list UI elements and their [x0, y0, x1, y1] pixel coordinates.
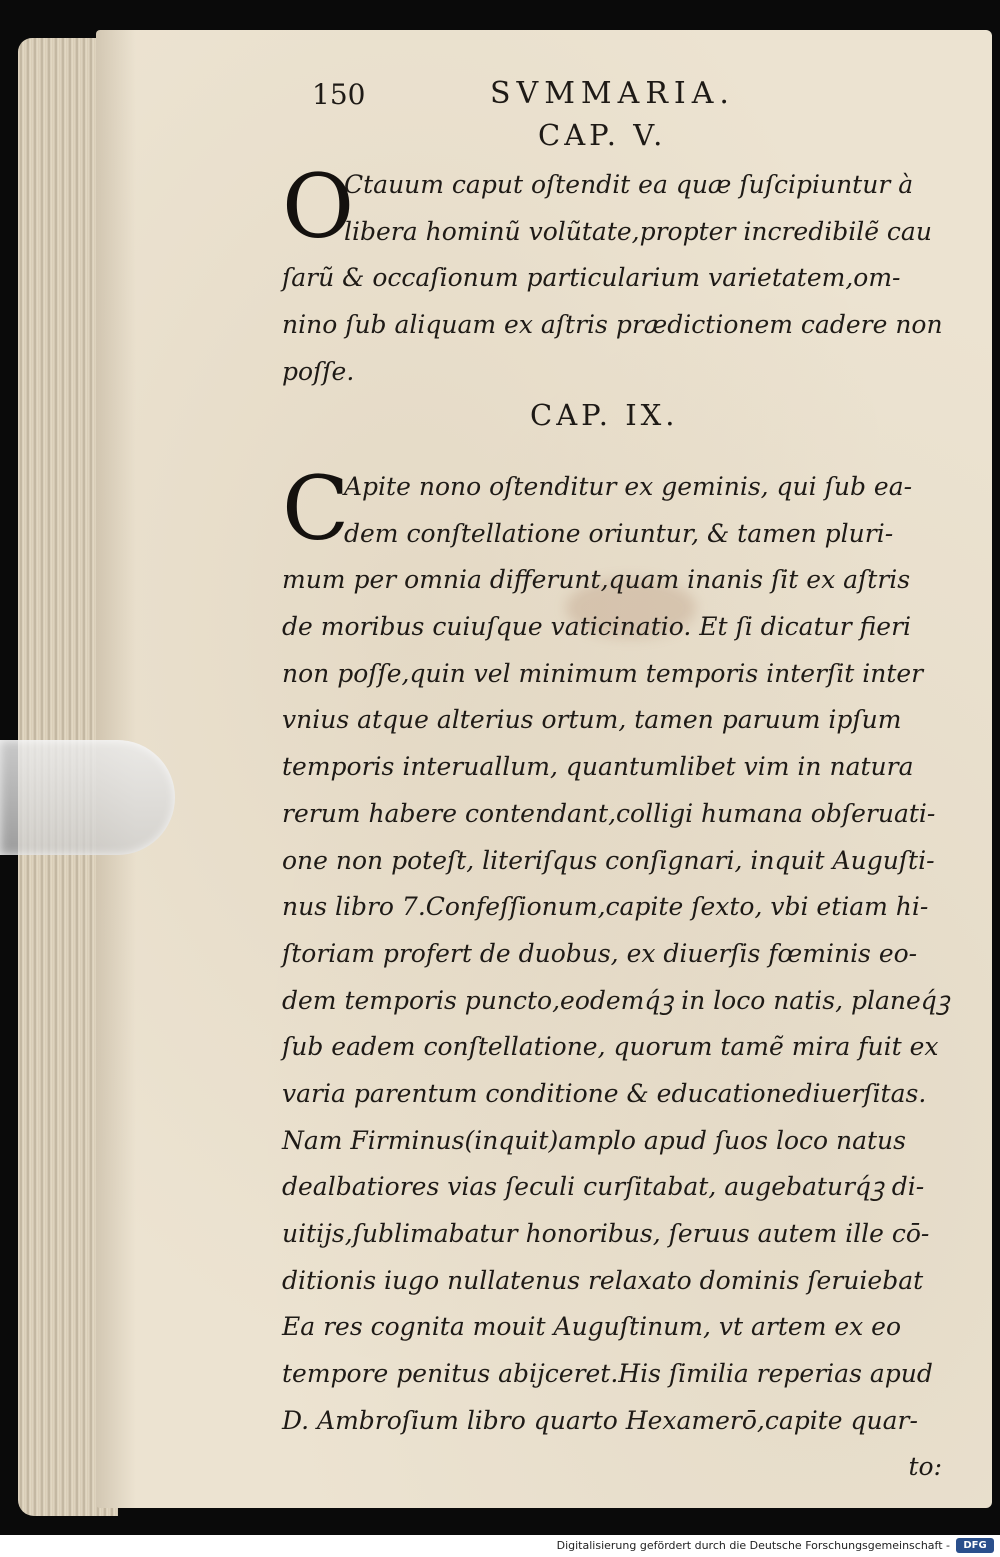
text-line: Nam Firminus(inquit)amplo apud ſuos loco natus — [282, 1125, 906, 1155]
dfg-logo-icon: DFG — [956, 1538, 994, 1553]
text-line: ſarũ & occaſionum particularium varietatem,om- — [282, 263, 901, 293]
text-line: nus libro 7.Confeſſionum,capite ſexto, vbi etiam hi- — [282, 892, 929, 922]
page-number: 150 — [312, 78, 366, 111]
text-line: uitijs,ſublimabatur honoribus, ſeruus autem ille cō- — [282, 1219, 930, 1248]
drop-cap-o: O — [282, 155, 355, 258]
text-line: poſſe. — [282, 356, 355, 386]
text-line: dem temporis puncto,eodemq́ꝫ in loco natis, planeq́ꝫ — [282, 985, 950, 1015]
text-line: rerum habere contendant,colligi humana obſeruati- — [282, 798, 936, 828]
text-line: ſub eadem conſtellatione, quorum tamẽ mira fuit ex — [282, 1032, 939, 1062]
page-clip-tab — [0, 740, 175, 855]
text-line: ditionis iugo nullatenus relaxato dominis ſeruiebat — [282, 1265, 924, 1295]
running-title: SVMMARIA. — [490, 76, 735, 111]
chapter-heading-ix: CAP. IX. — [530, 398, 679, 432]
text-line: D. Ambroſium libro quarto Hexamerō,capite quar- — [282, 1405, 918, 1435]
paragraph-cap-v — [282, 155, 962, 395]
footer-bar — [0, 1535, 1000, 1557]
text-line: non poſſe,quin vel minimum temporis interſit inter — [282, 658, 924, 688]
text-line: Ea res cognita mouit Auguſtinum, vt artem ex eo — [282, 1312, 902, 1342]
text-line: temporis interuallum, quantumlibet vim in natura — [282, 752, 914, 782]
text-line: tempore penitus abijceret.His ſimilia reperias apud — [282, 1359, 933, 1389]
text-line: vnius atque alterius ortum, tamen paruum ipſum — [282, 705, 902, 735]
chapter-heading-v: CAP. V. — [538, 118, 667, 152]
text-line: mum per omnia differunt,quam inanis ſit ex aſtris — [282, 565, 911, 595]
text-line: libera hominũ volũtate,propter incredibilẽ cau — [344, 216, 932, 246]
text-line: Ctauum caput oſtendit ea quæ ſuſcipiuntur à — [344, 170, 914, 199]
text-line: one non poteſt, literiſqus conſignari, inquit Auguſti- — [282, 845, 935, 875]
text-line: to: — [908, 1452, 942, 1482]
text-line: dealbatiores vias ſeculi curſitabat, augebaturq́ꝫ di- — [282, 1172, 925, 1202]
drop-cap-c: C — [282, 457, 350, 560]
text-line: de moribus cuiuſque vaticinatio. Et ſi dicatur fieri — [282, 612, 912, 642]
text-line: Apite nono oſtenditur ex geminis, qui ſub ea- — [344, 472, 913, 501]
paragraph-cap-ix — [282, 457, 962, 1491]
footer-credit: Digitalisierung gefördert durch die Deutsche Forschungsgemeinschaft - — [556, 1539, 950, 1552]
text-line: dem conſtellatione oriuntur, & tamen pluri- — [344, 518, 894, 548]
text-line: varia parentum conditione & educationediuerſitas. — [282, 1078, 927, 1108]
text-line: ſtoriam profert de duobus, ex diuerſis fœminis eo- — [282, 938, 918, 968]
text-line: nino ſub aliquam ex aſtris prædictionem cadere non — [282, 310, 943, 340]
